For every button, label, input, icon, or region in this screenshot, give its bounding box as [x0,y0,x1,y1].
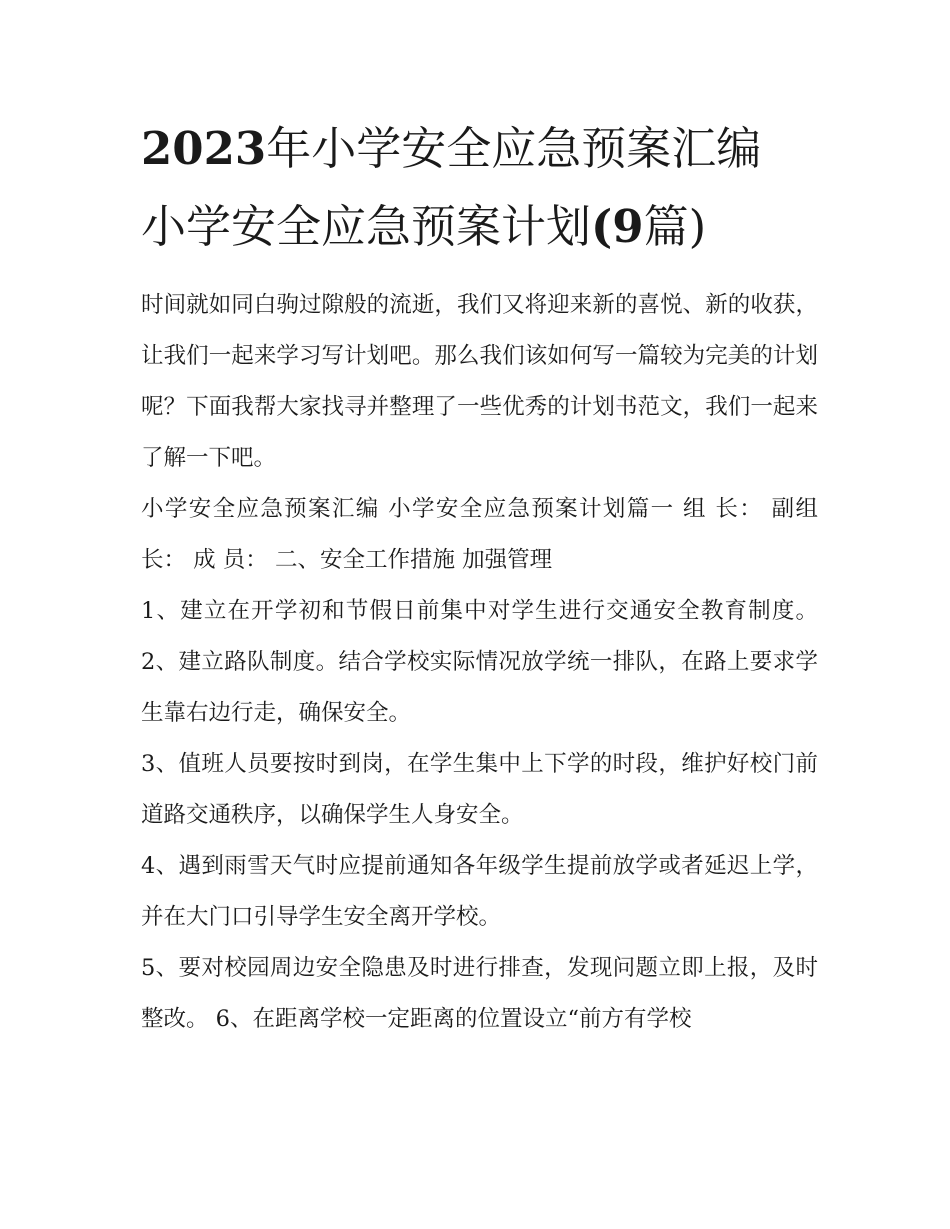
document-title [141,110,818,266]
document-body [141,280,818,1045]
measure-paragraph-3: 3、值班人员要按时到岗，在学生集中上下学的时段，维护好校门前道路交通秩序，以确保学生人身安全。 [141,751,818,828]
title-line-2 [141,188,818,266]
measure-paragraph-4: 4、遇到雨雪天气时应提前通知各年级学生提前放学或者延迟上学，并在大门口引导学生安全离开学校。 [141,853,818,930]
title-line-1-text: 年小学安全应急预案汇编 [266,122,762,175]
intro-paragraph: 时间就如同白驹过隙般的流逝，我们又将迎来新的喜悦、新的收获，让我们一起来学习写计划吧。那么我们该如何写一篇较为完美的计划呢？下面我帮大家找寻并整理了一些优秀的计划书范文，我们一起来了解一下吧。 [141,292,818,471]
title-line-2-text: 小学安全应急预案计划 [141,200,592,253]
title-line-1 [141,110,818,188]
measure-paragraph-5: 5、要对校园周边安全隐患及时进行排查，发现问题立即上报，及时整改。 6、在距离学校一定距离的位置设立“前方有学校 [141,955,818,1032]
section-heading-paragraph: 小学安全应急预案汇编 小学安全应急预案计划篇一 组 长： 副组长： 成 员： 二、安全工作措施 加强管理 [141,496,818,573]
title-line-2-end: 篇) [643,200,707,253]
title-year: 2023 [141,122,267,175]
title-count: (9 [591,200,644,253]
measure-paragraph-1: 1、建立在开学初和节假日前集中对学生进行交通安全教育制度。 2、建立路队制度。结合学校实际情况放学统一排队，在路上要求学生靠右边行走，确保安全。 [141,598,818,726]
